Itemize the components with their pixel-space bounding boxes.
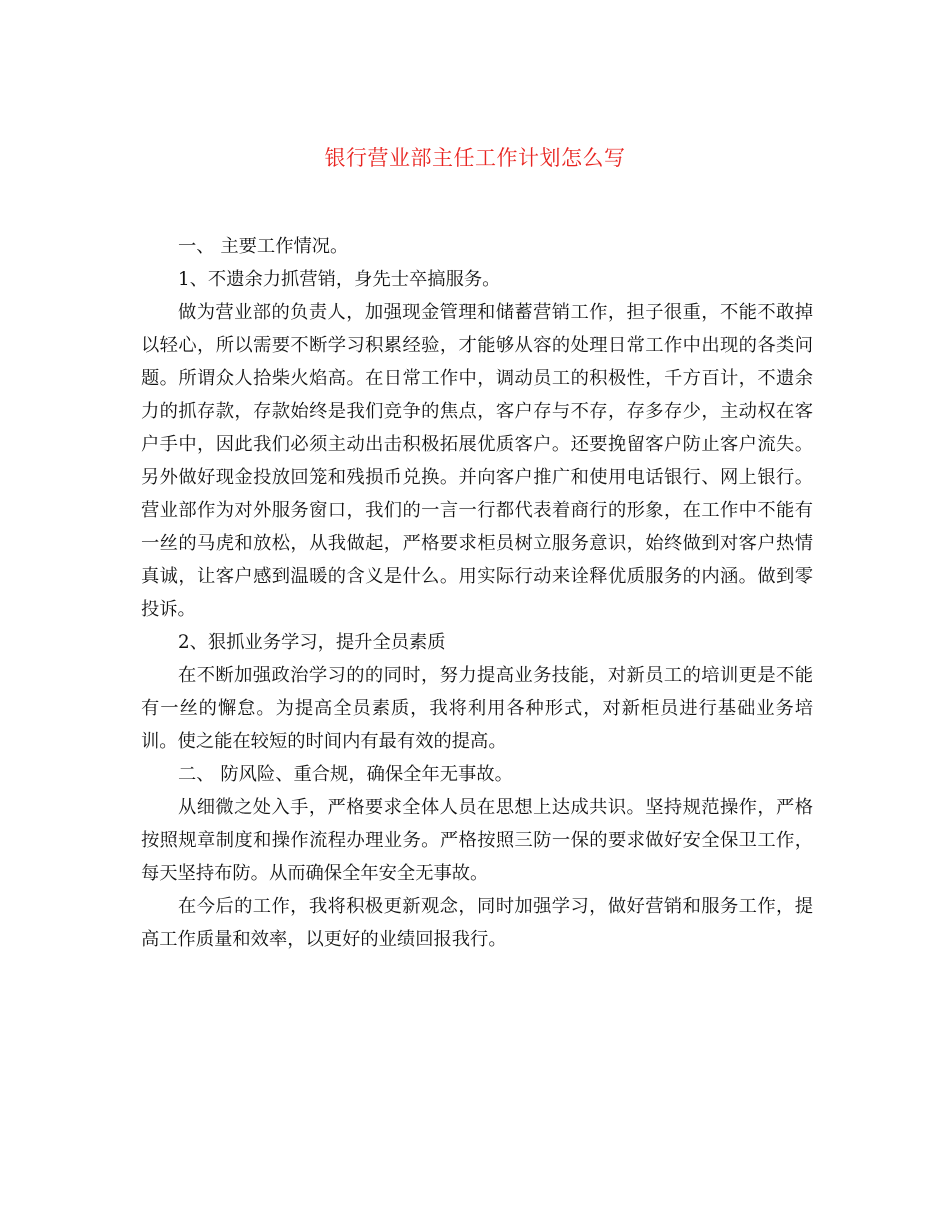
document-body: [141, 230, 813, 956]
paragraph-risk-compliance: 从细微之处入手，严格要求全体人员在思想上达成共识。坚持规范操作，严格按照规章制度和操作流程办理业务。严格按照三防一保的要求做好安全保卫工作，每天坚持布防。从而确保全年安全无事故。: [141, 797, 813, 884]
subheading-business-learning: 2、狠抓业务学习，提升全员素质: [178, 632, 446, 653]
section-heading-main-work: 一、 主要工作情况。: [178, 236, 349, 257]
document-title: 银行营业部主任工作计划怎么写: [324, 146, 626, 170]
paragraph-business-learning: 在不断加强政治学习的的同时，努力提高业务技能，对新员工的培训更是不能有一丝的懈怠。为提高全员素质，我将利用各种形式，对新柜员进行基础业务培训。使之能在较短的时间内有最有效的提高。: [141, 665, 813, 752]
section-heading-risk-compliance: 二、 防风险、重合规，确保全年无事故。: [178, 764, 513, 785]
subheading-marketing-service: 1、不遗余力抓营销，身先士卒搞服务。: [178, 269, 501, 290]
paragraph-conclusion: 在今后的工作，我将积极更新观念，同时加强学习，做好营销和服务工作，提高工作质量和效率，以更好的业绩回报我行。: [141, 896, 813, 950]
paragraph-marketing-service: 做为营业部的负责人，加强现金管理和储蓄营销工作，担子很重，不能不敢掉以轻心，所以需要不断学习积累经验，才能够从容的处理日常工作中出现的各类问题。所谓众人拾柴火焰高。在日常工作中，调动员工的积极性，千方百计，不遗余力的抓存款，存款始终是我们竞争的焦点，客户存与不存，存多存少，主动权在客户手中，因此我们必须主动出击积极拓展优质客户。还要挽留客户防止客户流失。另外做好现金投放回笼和残损币兑换。并向客户推广和使用电话银行、网上银行。营业部作为对外服务窗口，我们的一言一行都代表着商行的形象，在工作中不能有一丝的马虎和放松，从我做起，严格要求柜员树立服务意识，始终做到对客户热情真诚，让客户感到温暖的含义是什么。用实际行动来诠释优质服务的内涵。做到零投诉。: [141, 302, 813, 620]
